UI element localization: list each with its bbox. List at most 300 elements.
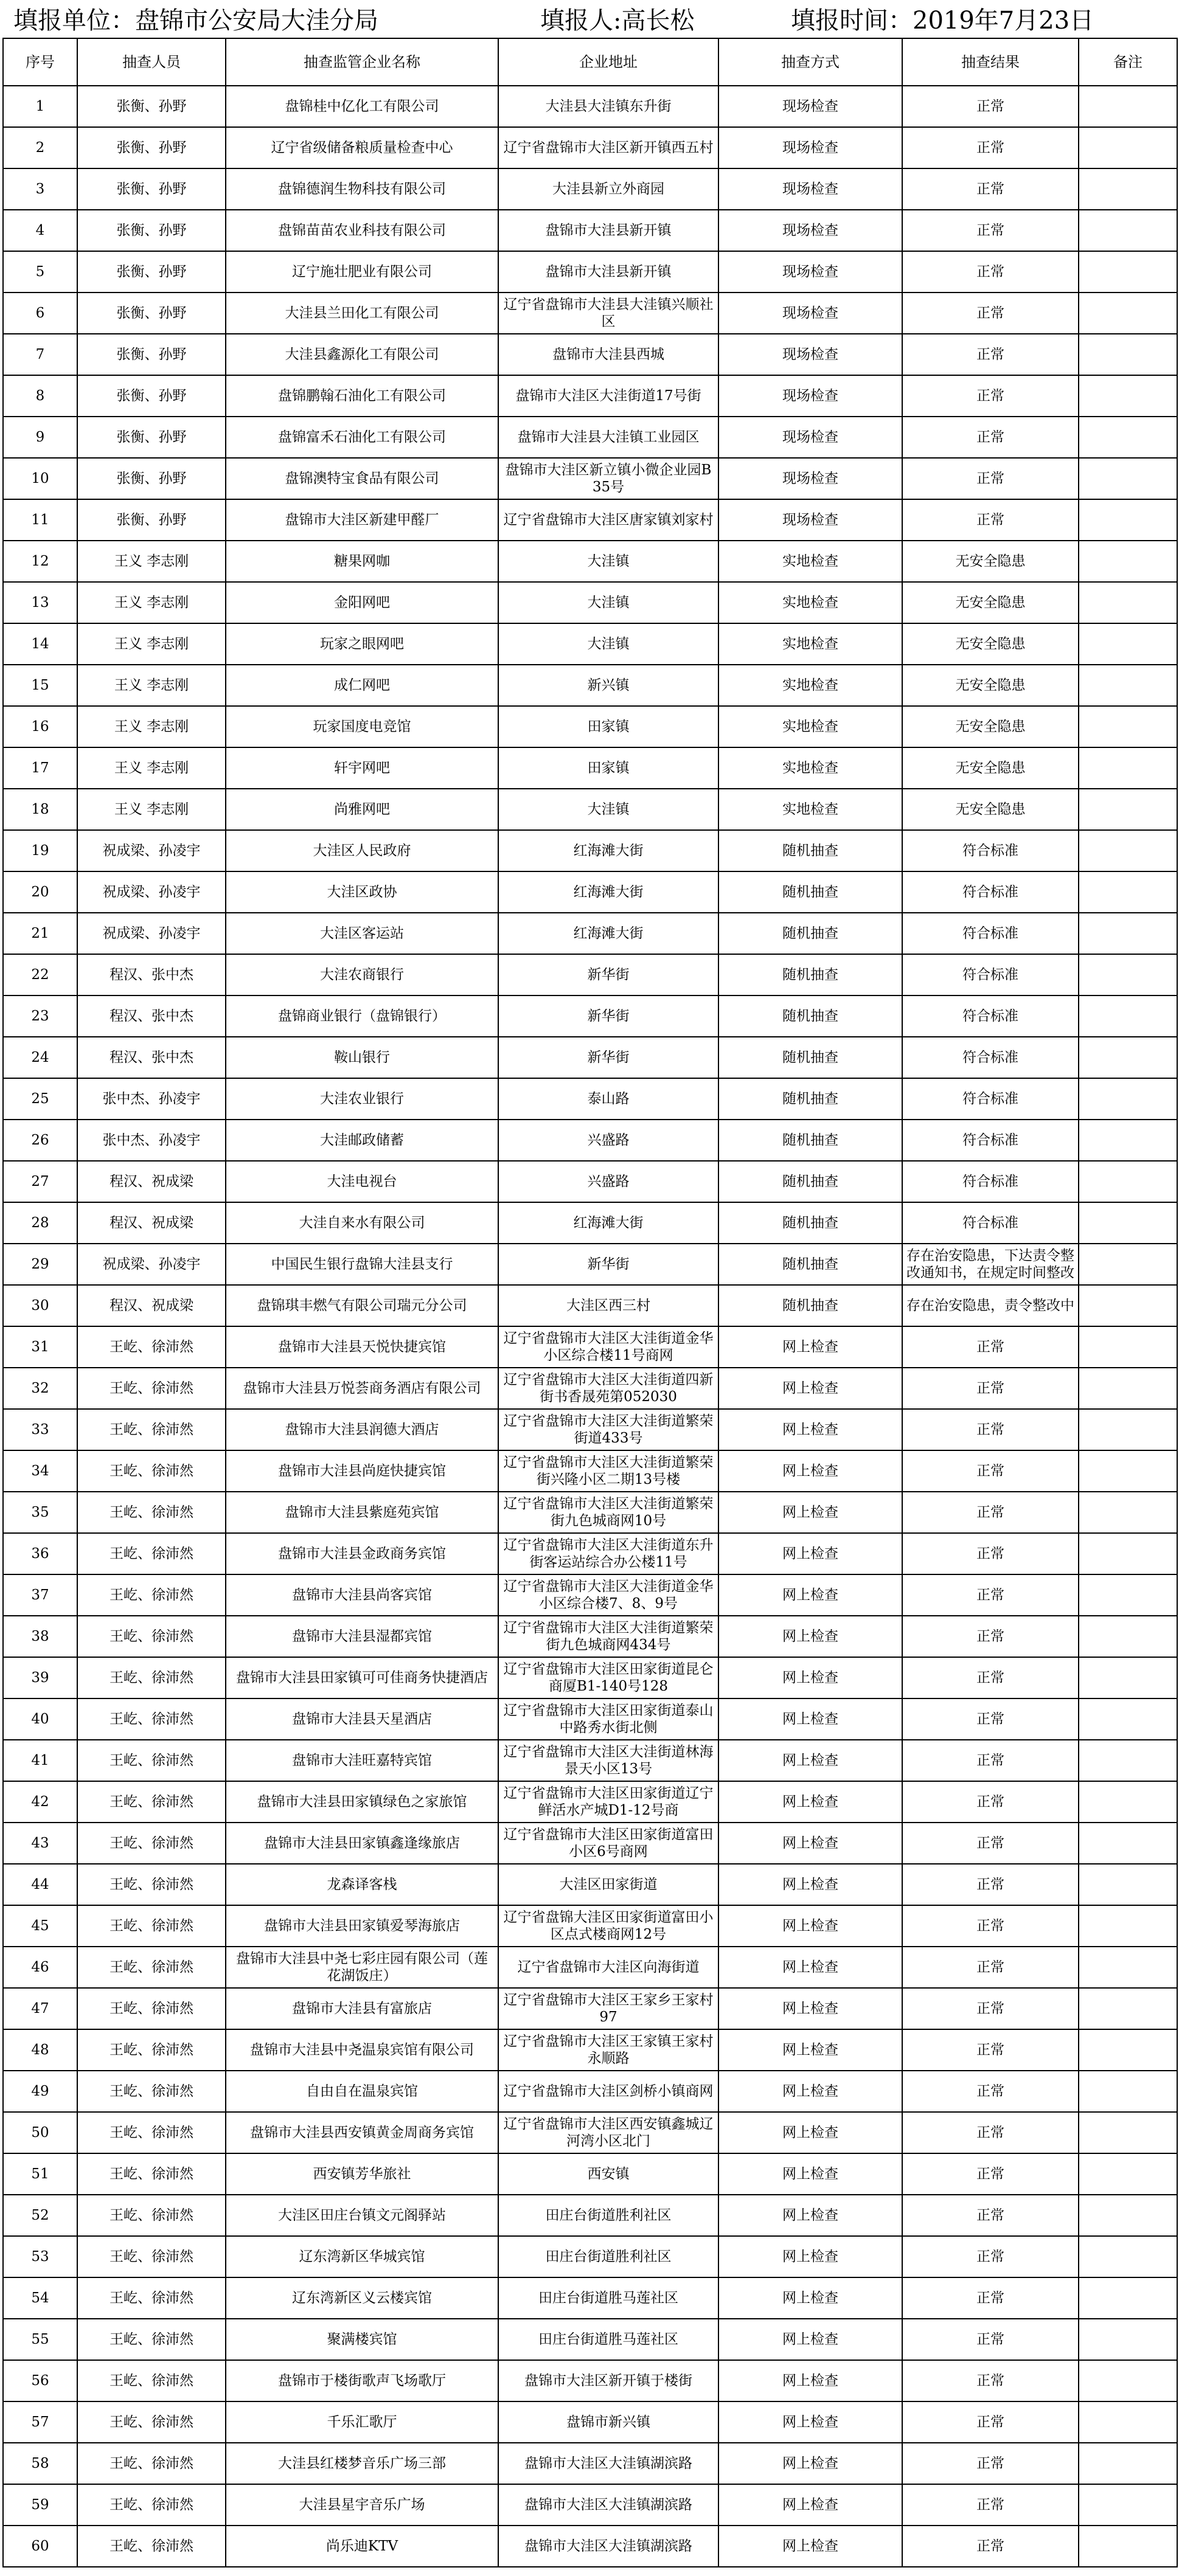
table-row — [3, 127, 1177, 168]
cell-inspectors: 王义 李志刚 — [77, 623, 226, 665]
cell-address: 辽宁省盘锦市大洼区大洼街道东升街客运站综合办公楼11号 — [498, 1533, 718, 1574]
cell-remarks — [1079, 954, 1177, 995]
cell-result: 符合标准 — [902, 871, 1079, 913]
cell-method: 现场检查 — [718, 417, 902, 458]
cell-company: 大洼县兰田化工有限公司 — [226, 293, 498, 334]
cell-result: 正常 — [902, 2360, 1079, 2401]
cell-remarks — [1079, 2236, 1177, 2277]
cell-result: 正常 — [902, 2153, 1079, 2195]
cell-company: 盘锦市大洼县天星酒店 — [226, 1698, 498, 1740]
cell-remarks — [1079, 1616, 1177, 1657]
cell-method: 随机抽查 — [718, 1202, 902, 1244]
cell-remarks — [1079, 995, 1177, 1037]
cell-method: 随机抽查 — [718, 871, 902, 913]
cell-remarks — [1079, 582, 1177, 623]
cell-company: 盘锦市大洼区新建甲醛厂 — [226, 499, 498, 541]
cell-address: 田庄台街道胜马莲社区 — [498, 2277, 718, 2319]
cell-company: 辽宁省级储备粮质量检查中心 — [226, 127, 498, 168]
cell-inspectors: 王屹、徐沛然 — [77, 2526, 226, 2567]
table-row — [3, 2319, 1177, 2360]
cell-address: 辽宁省盘锦市大洼区西安镇鑫城辽河湾小区北门 — [498, 2112, 718, 2153]
cell-method: 随机抽查 — [718, 954, 902, 995]
cell-index: 30 — [3, 1285, 77, 1326]
cell-inspectors: 王屹、徐沛然 — [77, 2277, 226, 2319]
cell-address: 辽宁省盘锦市大洼区大洼街道金华小区综合楼7、8、9号 — [498, 1574, 718, 1616]
table-row — [3, 1905, 1177, 1947]
table-row — [3, 1285, 1177, 1326]
cell-address: 兴盛路 — [498, 1161, 718, 1202]
cell-inspectors: 祝成梁、孙凌宇 — [77, 871, 226, 913]
cell-remarks — [1079, 2277, 1177, 2319]
cell-method: 网上检查 — [718, 1657, 902, 1698]
cell-method: 网上检查 — [718, 1574, 902, 1616]
cell-company: 千乐汇歌厅 — [226, 2401, 498, 2443]
table-row — [3, 1740, 1177, 1781]
cell-method: 随机抽查 — [718, 913, 902, 954]
cell-result: 正常 — [902, 1988, 1079, 2029]
cell-index: 23 — [3, 995, 77, 1037]
cell-address: 辽宁省盘锦市大洼区大洼街道繁荣街九色城商网434号 — [498, 1616, 718, 1657]
cell-address: 大洼区西三村 — [498, 1285, 718, 1326]
cell-inspectors: 张衡、孙野 — [77, 293, 226, 334]
cell-index: 36 — [3, 1533, 77, 1574]
cell-result: 正常 — [902, 2484, 1079, 2526]
cell-address: 盘锦市大洼县新开镇 — [498, 251, 718, 293]
cell-inspectors: 王屹、徐沛然 — [77, 1905, 226, 1947]
cell-method: 现场检查 — [718, 86, 902, 127]
cell-company: 大洼电视台 — [226, 1161, 498, 1202]
cell-inspectors: 祝成梁、孙凌宇 — [77, 1244, 226, 1285]
table-row — [3, 293, 1177, 334]
table-row — [3, 2236, 1177, 2277]
cell-remarks — [1079, 2526, 1177, 2567]
cell-index: 1 — [3, 86, 77, 127]
cell-result: 无安全隐患 — [902, 706, 1079, 747]
cell-company: 西安镇芳华旅社 — [226, 2153, 498, 2195]
cell-inspectors: 王义 李志刚 — [77, 706, 226, 747]
cell-address: 泰山路 — [498, 1078, 718, 1120]
cell-method: 现场检查 — [718, 293, 902, 334]
report-header — [0, 0, 1179, 43]
cell-method: 网上检查 — [718, 2071, 902, 2112]
cell-method: 网上检查 — [718, 2236, 902, 2277]
cell-result: 正常 — [902, 499, 1079, 541]
cell-address: 辽宁省盘锦市大洼区田家街道泰山中路秀水街北侧 — [498, 1698, 718, 1740]
cell-method: 网上检查 — [718, 1368, 902, 1409]
cell-index: 60 — [3, 2526, 77, 2567]
cell-inspectors: 王屹、徐沛然 — [77, 1740, 226, 1781]
cell-company: 大洼区政协 — [226, 871, 498, 913]
cell-inspectors: 王义 李志刚 — [77, 541, 226, 582]
cell-method: 实地检查 — [718, 582, 902, 623]
cell-address: 辽宁省盘锦市大洼区大洼街道繁荣街九色城商网10号 — [498, 1492, 718, 1533]
cell-result: 正常 — [902, 1326, 1079, 1368]
cell-company: 大洼区客运站 — [226, 913, 498, 954]
cell-result: 正常 — [902, 1533, 1079, 1574]
table-row — [3, 582, 1177, 623]
cell-remarks — [1079, 830, 1177, 871]
table-row — [3, 1450, 1177, 1492]
cell-address: 大洼县大洼镇东升街 — [498, 86, 718, 127]
cell-inspectors: 王屹、徐沛然 — [77, 1533, 226, 1574]
cell-index: 51 — [3, 2153, 77, 2195]
cell-result: 正常 — [902, 417, 1079, 458]
cell-address: 盘锦市大洼区大洼镇湖滨路 — [498, 2484, 718, 2526]
cell-address: 辽宁省盘锦市大洼区田家街道辽宁鲜活水产城D1-12号商 — [498, 1781, 718, 1823]
table-row — [3, 1781, 1177, 1823]
cell-index: 53 — [3, 2236, 77, 2277]
cell-method: 网上检查 — [718, 1492, 902, 1533]
cell-address: 盘锦市新兴镇 — [498, 2401, 718, 2443]
cell-index: 18 — [3, 789, 77, 830]
cell-index: 48 — [3, 2029, 77, 2071]
cell-inspectors: 王屹、徐沛然 — [77, 1657, 226, 1698]
cell-remarks — [1079, 127, 1177, 168]
cell-inspectors: 王义 李志刚 — [77, 582, 226, 623]
cell-address: 田庄台街道胜马莲社区 — [498, 2319, 718, 2360]
col-header-result: 抽查结果 — [902, 38, 1079, 86]
cell-inspectors: 王屹、徐沛然 — [77, 1698, 226, 1740]
cell-result: 符合标准 — [902, 1202, 1079, 1244]
table-row — [3, 1368, 1177, 1409]
cell-company: 盘锦苗苗农业科技有限公司 — [226, 210, 498, 251]
cell-inspectors: 张衡、孙野 — [77, 499, 226, 541]
cell-address: 盘锦市大洼县西城 — [498, 334, 718, 375]
cell-index: 59 — [3, 2484, 77, 2526]
cell-inspectors: 王屹、徐沛然 — [77, 1368, 226, 1409]
table-row — [3, 334, 1177, 375]
cell-address: 大洼镇 — [498, 789, 718, 830]
cell-index: 55 — [3, 2319, 77, 2360]
cell-inspectors: 张衡、孙野 — [77, 334, 226, 375]
table-row — [3, 830, 1177, 871]
cell-company: 盘锦市大洼县天悦快捷宾馆 — [226, 1326, 498, 1368]
table-row — [3, 210, 1177, 251]
table-row — [3, 747, 1177, 789]
cell-inspectors: 王屹、徐沛然 — [77, 1450, 226, 1492]
cell-remarks — [1079, 2319, 1177, 2360]
cell-result: 正常 — [902, 1450, 1079, 1492]
cell-index: 58 — [3, 2443, 77, 2484]
cell-company: 辽东湾新区义云楼宾馆 — [226, 2277, 498, 2319]
cell-remarks — [1079, 1037, 1177, 1078]
table-row — [3, 1161, 1177, 1202]
cell-remarks — [1079, 417, 1177, 458]
cell-index: 33 — [3, 1409, 77, 1450]
cell-index: 22 — [3, 954, 77, 995]
cell-index: 39 — [3, 1657, 77, 1698]
cell-index: 6 — [3, 293, 77, 334]
cell-inspectors: 王屹、徐沛然 — [77, 2236, 226, 2277]
cell-company: 盘锦琪丰燃气有限公司瑞元分公司 — [226, 1285, 498, 1326]
cell-address: 盘锦市大洼区新开镇于楼街 — [498, 2360, 718, 2401]
cell-company: 大洼县鑫源化工有限公司 — [226, 334, 498, 375]
cell-index: 15 — [3, 665, 77, 706]
table-row — [3, 1698, 1177, 1740]
cell-index: 43 — [3, 1823, 77, 1864]
cell-company: 尚雅网吧 — [226, 789, 498, 830]
cell-address: 辽宁省盘锦市大洼区王家乡王家村97 — [498, 1988, 718, 2029]
cell-company: 盘锦市大洼县紫庭苑宾馆 — [226, 1492, 498, 1533]
cell-index: 19 — [3, 830, 77, 871]
cell-method: 网上检查 — [718, 2526, 902, 2567]
cell-company: 大洼区人民政府 — [226, 830, 498, 871]
cell-method: 网上检查 — [718, 1409, 902, 1450]
reporter-name: 填报人:高长松 — [540, 7, 695, 35]
cell-remarks — [1079, 623, 1177, 665]
cell-inspectors: 程汉、张中杰 — [77, 1037, 226, 1078]
cell-inspectors: 张衡、孙野 — [77, 375, 226, 417]
cell-remarks — [1079, 2360, 1177, 2401]
cell-address: 田庄台街道胜利社区 — [498, 2195, 718, 2236]
cell-index: 10 — [3, 458, 77, 499]
cell-remarks — [1079, 1450, 1177, 1492]
cell-method: 随机抽查 — [718, 1285, 902, 1326]
cell-method: 网上检查 — [718, 2195, 902, 2236]
table-row — [3, 1657, 1177, 1698]
cell-index: 21 — [3, 913, 77, 954]
cell-company: 大洼区田庄台镇文元阁驿站 — [226, 2195, 498, 2236]
cell-remarks — [1079, 458, 1177, 499]
cell-result: 正常 — [902, 127, 1079, 168]
cell-index: 14 — [3, 623, 77, 665]
cell-result: 正常 — [902, 1492, 1079, 1533]
cell-address: 辽宁省盘锦大洼区田家街道富田小区点式楼商网12号 — [498, 1905, 718, 1947]
cell-result: 正常 — [902, 2526, 1079, 2567]
cell-index: 49 — [3, 2071, 77, 2112]
cell-remarks — [1079, 1244, 1177, 1285]
cell-inspectors: 张中杰、孙凌宇 — [77, 1078, 226, 1120]
cell-address: 田家镇 — [498, 706, 718, 747]
cell-index: 42 — [3, 1781, 77, 1823]
cell-company: 盘锦市大洼县尚庭快捷宾馆 — [226, 1450, 498, 1492]
cell-method: 网上检查 — [718, 1616, 902, 1657]
table-row — [3, 251, 1177, 293]
cell-method: 现场检查 — [718, 499, 902, 541]
cell-company: 盘锦市于楼街歌声飞场歌厅 — [226, 2360, 498, 2401]
cell-index: 25 — [3, 1078, 77, 1120]
cell-result: 正常 — [902, 251, 1079, 293]
table-row — [3, 2484, 1177, 2526]
cell-address: 西安镇 — [498, 2153, 718, 2195]
cell-method: 现场检查 — [718, 458, 902, 499]
table-row — [3, 168, 1177, 210]
cell-result: 正常 — [902, 334, 1079, 375]
table-row — [3, 954, 1177, 995]
cell-index: 38 — [3, 1616, 77, 1657]
cell-address: 红海滩大街 — [498, 1202, 718, 1244]
cell-method: 网上检查 — [718, 2401, 902, 2443]
cell-index: 9 — [3, 417, 77, 458]
cell-inspectors: 王屹、徐沛然 — [77, 1326, 226, 1368]
cell-remarks — [1079, 1285, 1177, 1326]
cell-address: 新华街 — [498, 1244, 718, 1285]
cell-index: 8 — [3, 375, 77, 417]
cell-inspectors: 王义 李志刚 — [77, 665, 226, 706]
cell-company: 自由自在温泉宾馆 — [226, 2071, 498, 2112]
cell-result: 正常 — [902, 1368, 1079, 1409]
cell-result: 符合标准 — [902, 1161, 1079, 1202]
cell-remarks — [1079, 1533, 1177, 1574]
cell-result: 正常 — [902, 86, 1079, 127]
table-row — [3, 1326, 1177, 1368]
cell-remarks — [1079, 1657, 1177, 1698]
cell-result: 无安全隐患 — [902, 541, 1079, 582]
cell-address: 红海滩大街 — [498, 871, 718, 913]
cell-method: 网上检查 — [718, 2029, 902, 2071]
cell-result: 正常 — [902, 1698, 1079, 1740]
table-row — [3, 1823, 1177, 1864]
cell-method: 实地检查 — [718, 706, 902, 747]
cell-result: 正常 — [902, 1740, 1079, 1781]
cell-remarks — [1079, 913, 1177, 954]
cell-index: 3 — [3, 168, 77, 210]
cell-method: 现场检查 — [718, 251, 902, 293]
table-row — [3, 1244, 1177, 1285]
table-row — [3, 2153, 1177, 2195]
cell-remarks — [1079, 1864, 1177, 1905]
table-row — [3, 871, 1177, 913]
cell-address: 大洼镇 — [498, 582, 718, 623]
table-row — [3, 1574, 1177, 1616]
cell-result: 符合标准 — [902, 830, 1079, 871]
table-row — [3, 1078, 1177, 1120]
table-row — [3, 2071, 1177, 2112]
cell-method: 现场检查 — [718, 168, 902, 210]
cell-result: 无安全隐患 — [902, 582, 1079, 623]
cell-inspectors: 王屹、徐沛然 — [77, 2360, 226, 2401]
cell-method: 实地检查 — [718, 789, 902, 830]
cell-remarks — [1079, 1988, 1177, 2029]
table-row — [3, 789, 1177, 830]
cell-result: 正常 — [902, 1781, 1079, 1823]
cell-result: 正常 — [902, 2401, 1079, 2443]
cell-company: 大洼自来水有限公司 — [226, 1202, 498, 1244]
cell-remarks — [1079, 706, 1177, 747]
cell-company: 大洼农商银行 — [226, 954, 498, 995]
cell-inspectors: 王屹、徐沛然 — [77, 1947, 226, 1988]
cell-index: 45 — [3, 1905, 77, 1947]
cell-address: 辽宁省盘锦市大洼区大洼街道林海景天小区13号 — [498, 1740, 718, 1781]
cell-inspectors: 祝成梁、孙凌宇 — [77, 913, 226, 954]
cell-remarks — [1079, 1905, 1177, 1947]
table-row — [3, 665, 1177, 706]
cell-company: 糖果网咖 — [226, 541, 498, 582]
table-body — [3, 86, 1177, 2567]
cell-address: 辽宁省盘锦市大洼区大洼街道金华小区综合楼11号商网 — [498, 1326, 718, 1368]
cell-address: 辽宁省盘锦市大洼县大洼镇兴顺社区 — [498, 293, 718, 334]
cell-remarks — [1079, 1368, 1177, 1409]
cell-result: 正常 — [902, 2071, 1079, 2112]
cell-company: 盘锦市大洼县有富旅店 — [226, 1988, 498, 2029]
cell-remarks — [1079, 1202, 1177, 1244]
table-row — [3, 1947, 1177, 1988]
cell-index: 32 — [3, 1368, 77, 1409]
table-row — [3, 2029, 1177, 2071]
cell-result: 正常 — [902, 1409, 1079, 1450]
cell-company: 盘锦市大洼县万悦荟商务酒店有限公司 — [226, 1368, 498, 1409]
cell-company: 大洼邮政储蓄 — [226, 1120, 498, 1161]
cell-remarks — [1079, 293, 1177, 334]
cell-index: 27 — [3, 1161, 77, 1202]
cell-address: 新华街 — [498, 1037, 718, 1078]
cell-index: 57 — [3, 2401, 77, 2443]
cell-result: 正常 — [902, 293, 1079, 334]
cell-company: 盘锦商业银行（盘锦银行） — [226, 995, 498, 1037]
cell-result: 正常 — [902, 210, 1079, 251]
cell-result: 符合标准 — [902, 995, 1079, 1037]
cell-result: 正常 — [902, 2443, 1079, 2484]
cell-method: 现场检查 — [718, 334, 902, 375]
cell-result: 存在治安隐患，下达责令整改通知书，在规定时间整改 — [902, 1244, 1079, 1285]
cell-result: 正常 — [902, 1657, 1079, 1698]
inspection-table — [2, 38, 1178, 2567]
table-row — [3, 2360, 1177, 2401]
cell-remarks — [1079, 210, 1177, 251]
cell-inspectors: 王屹、徐沛然 — [77, 2112, 226, 2153]
cell-remarks — [1079, 747, 1177, 789]
table-row — [3, 1037, 1177, 1078]
cell-address: 辽宁省盘锦市大洼区大洼街道繁荣街兴隆小区二期13号楼 — [498, 1450, 718, 1492]
cell-result: 符合标准 — [902, 954, 1079, 995]
cell-remarks — [1079, 168, 1177, 210]
cell-address: 田家镇 — [498, 747, 718, 789]
cell-company: 盘锦市大洼县湿都宾馆 — [226, 1616, 498, 1657]
cell-remarks — [1079, 2153, 1177, 2195]
cell-address: 盘锦市大洼区新立镇小微企业园B35号 — [498, 458, 718, 499]
cell-address: 大洼镇 — [498, 623, 718, 665]
cell-index: 46 — [3, 1947, 77, 1988]
table-row — [3, 2443, 1177, 2484]
cell-inspectors: 王义 李志刚 — [77, 747, 226, 789]
cell-address: 红海滩大街 — [498, 830, 718, 871]
cell-method: 网上检查 — [718, 1905, 902, 1947]
cell-address: 大洼区田家街道 — [498, 1864, 718, 1905]
cell-index: 50 — [3, 2112, 77, 2153]
cell-method: 网上检查 — [718, 1864, 902, 1905]
table-row — [3, 1492, 1177, 1533]
cell-method: 现场检查 — [718, 127, 902, 168]
cell-remarks — [1079, 1740, 1177, 1781]
cell-method: 现场检查 — [718, 375, 902, 417]
cell-company: 玩家国度电竞馆 — [226, 706, 498, 747]
cell-method: 实地检查 — [718, 747, 902, 789]
cell-inspectors: 张衡、孙野 — [77, 127, 226, 168]
cell-address: 辽宁省盘锦市大洼区剑桥小镇商网 — [498, 2071, 718, 2112]
cell-inspectors: 张衡、孙野 — [77, 417, 226, 458]
cell-method: 网上检查 — [718, 1326, 902, 1368]
cell-company: 大洼县红楼梦音乐广场三部 — [226, 2443, 498, 2484]
cell-company: 轩宇网吧 — [226, 747, 498, 789]
cell-result: 符合标准 — [902, 1078, 1079, 1120]
cell-index: 28 — [3, 1202, 77, 1244]
col-header-inspectors: 抽查人员 — [77, 38, 226, 86]
cell-method: 实地检查 — [718, 665, 902, 706]
cell-address: 盘锦市大洼区大洼街道17号街 — [498, 375, 718, 417]
cell-index: 31 — [3, 1326, 77, 1368]
table-row — [3, 86, 1177, 127]
cell-inspectors: 祝成梁、孙凌宇 — [77, 830, 226, 871]
cell-method: 随机抽查 — [718, 1037, 902, 1078]
cell-address: 辽宁省盘锦市大洼区王家镇王家村永顺路 — [498, 2029, 718, 2071]
cell-remarks — [1079, 1161, 1177, 1202]
cell-company: 中国民生银行盘锦大洼县支行 — [226, 1244, 498, 1285]
cell-remarks — [1079, 2401, 1177, 2443]
cell-inspectors: 王屹、徐沛然 — [77, 2319, 226, 2360]
cell-index: 4 — [3, 210, 77, 251]
cell-method: 网上检查 — [718, 2319, 902, 2360]
cell-inspectors: 张衡、孙野 — [77, 251, 226, 293]
